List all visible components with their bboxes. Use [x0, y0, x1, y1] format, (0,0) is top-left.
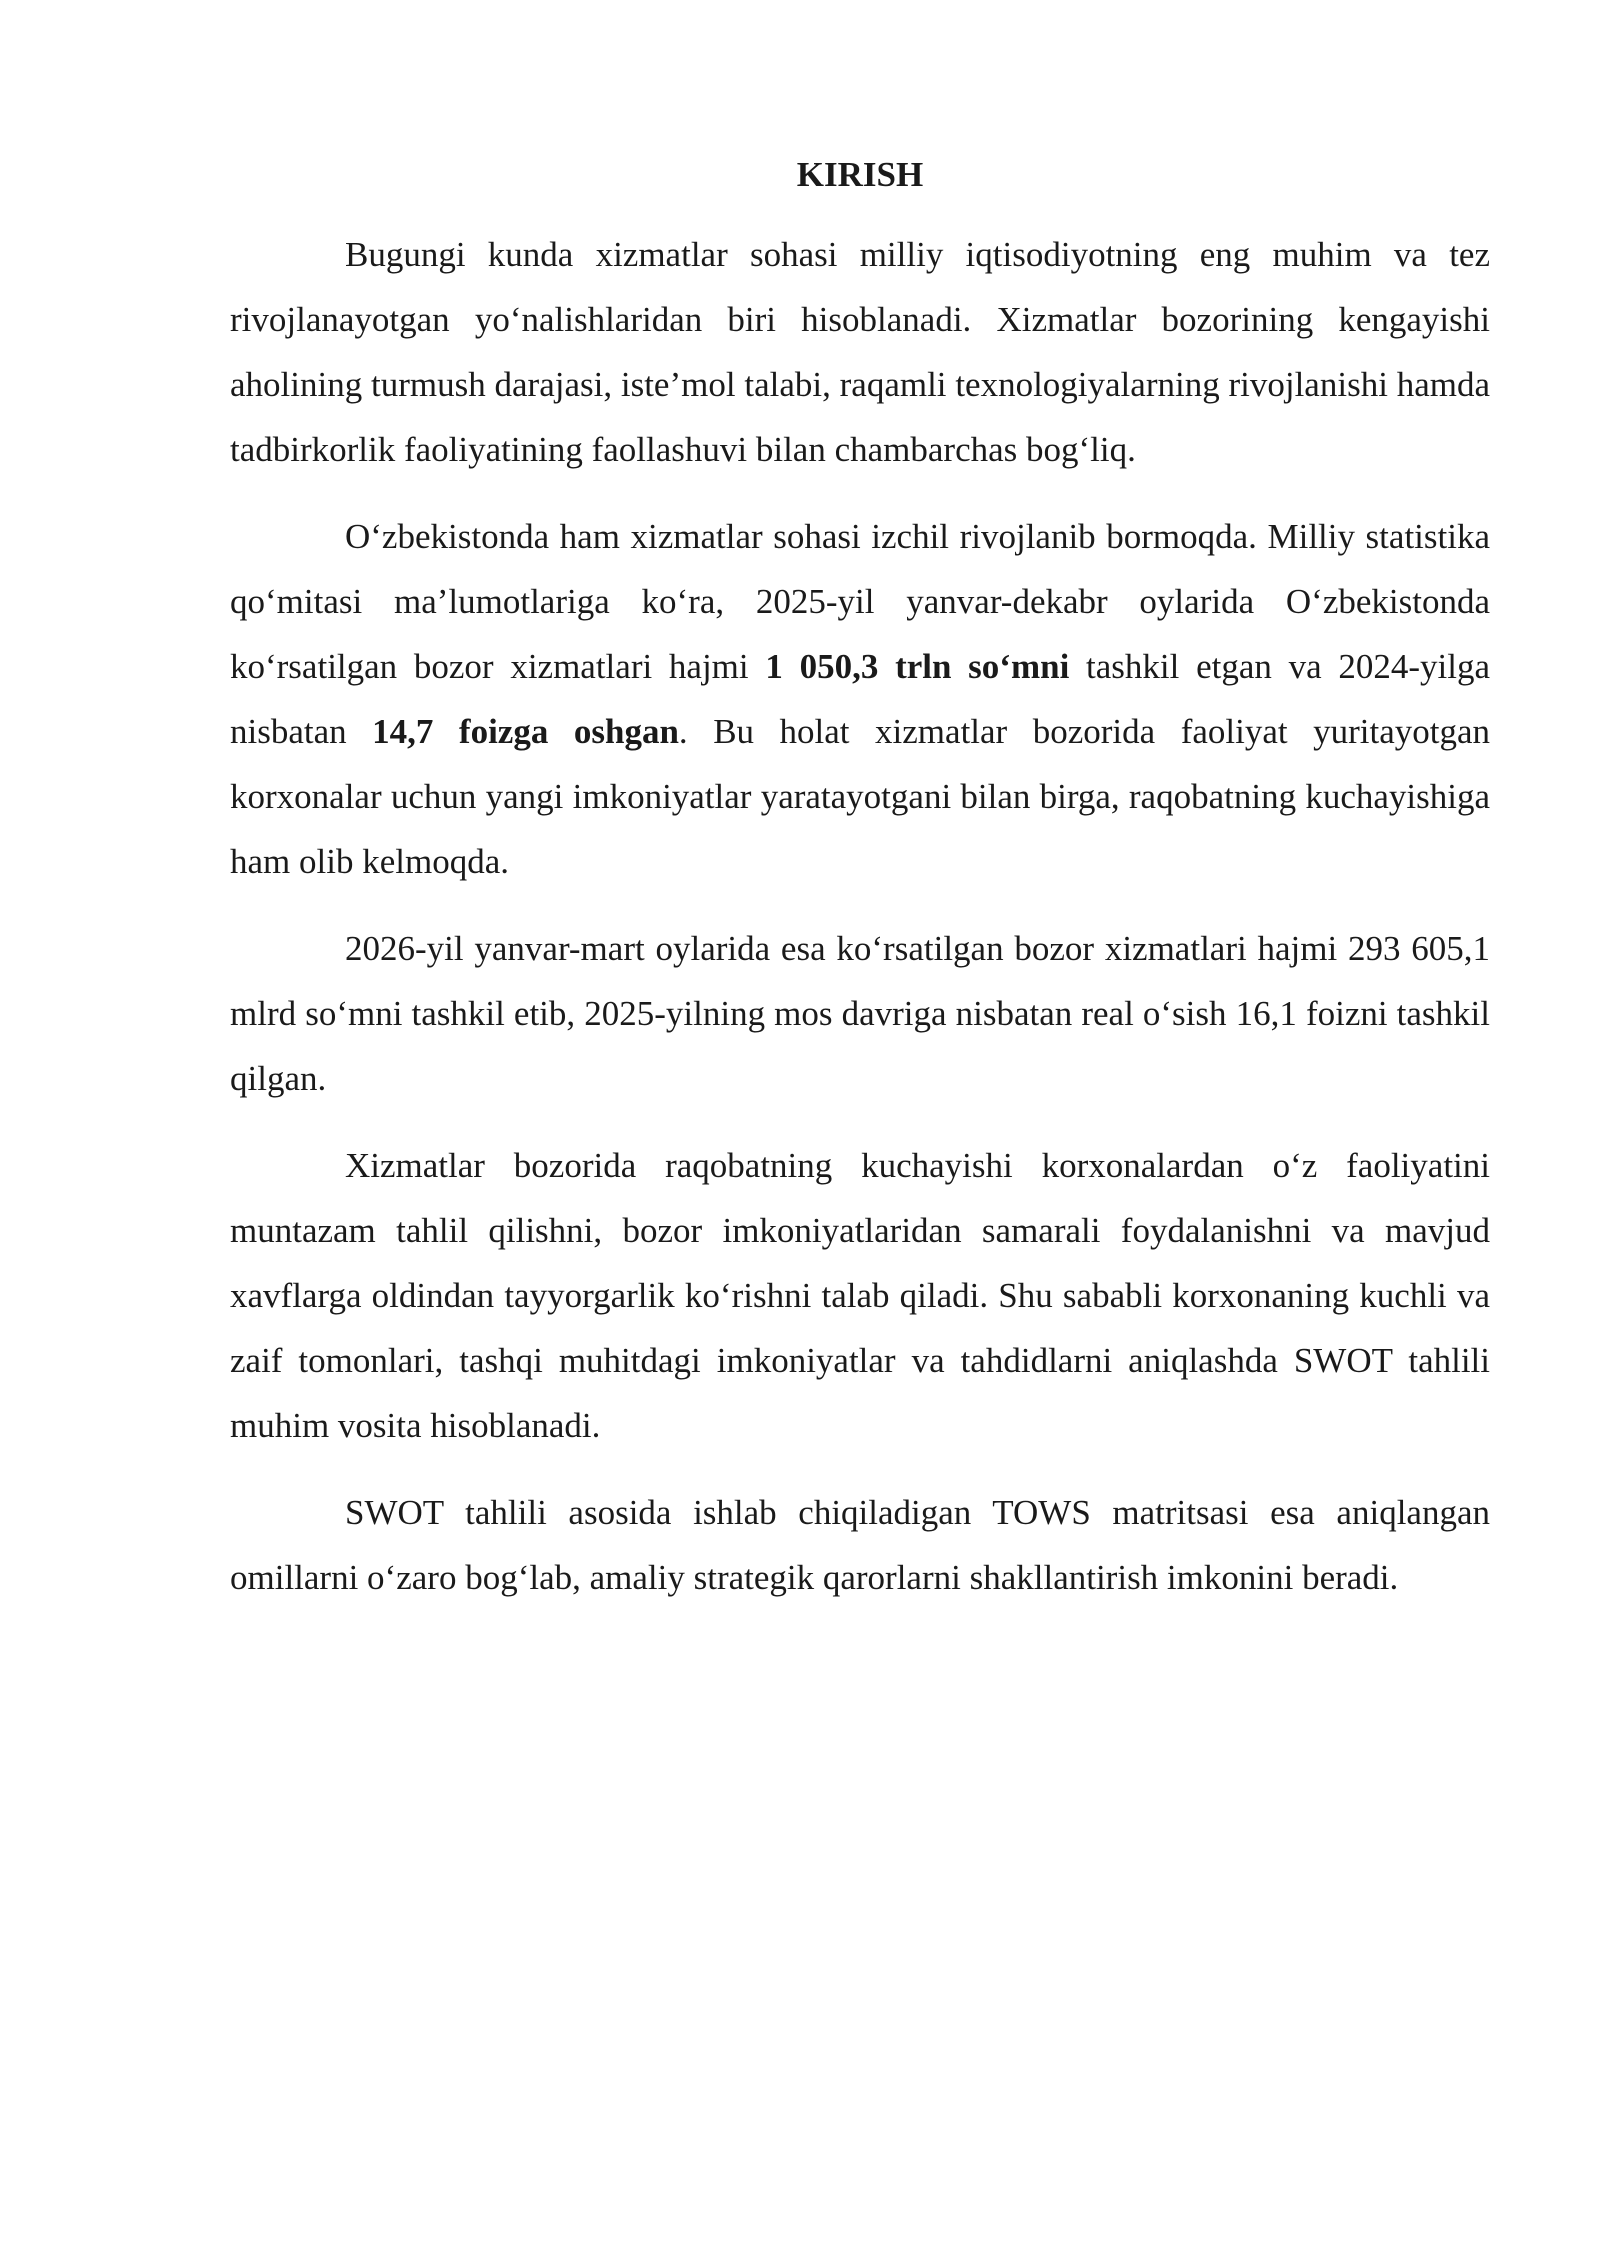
paragraph-3: 2026-yil yanvar-mart oylarida esa ko‘rsatilgan bozor xizmatlari hajmi 293 605,1 mlrd so‘mni tashkil etib, 2025-yilning mos davriga nisbatan real o‘sish 16,1 foizni tashkil qilgan.: [230, 929, 1490, 1098]
paragraph-2-text-2: tashkil etgan va 2024-yilga nisbatan: [230, 647, 1490, 751]
paragraph-1: Bugungi kunda xizmatlar sohasi milliy iqtisodiyotning eng muhim va tez rivojlanayotgan yo‘nalishlaridan biri hisoblanadi. Xizmatlar bozorining kengayishi aholining turmush darajasi, iste’mol talabi, raqamli texnologiyalarning rivojlanishi hamda tadbirkorlik faoliyatining faollashuvi bilan chambarchas bog‘liq.: [230, 235, 1490, 469]
paragraph-2-text-3: . Bu holat xizmatlar bozorida faoliyat yuritayotgan korxonalar uchun yangi imkoniyatlar yaratayotgani bilan birga, raqobatning kuchayishiga ham olib kelmoqda.: [230, 712, 1491, 881]
paragraph-4: Xizmatlar bozorida raqobatning kuchayishi korxonalardan o‘z faoliyatini muntazam tahlil qilishni, bozor imkoniyatlaridan samarali foydalanishni va mavjud xavflarga oldindan tayyorgarlik ko‘rishni talab qiladi. Shu sababli korxonaning kuchli va zaif tomonlari, tashqi muhitdagi imkoniyatlar va tahdidlarni aniqlashda SWOT tahlili muhim vosita hisoblanadi.: [230, 1146, 1490, 1445]
paragraph-2-bold-1: 1 050,3 trln so‘mni: [765, 647, 1070, 686]
page-title: KIRISH: [796, 155, 924, 194]
paragraph-2-text-1: O‘zbekistonda ham xizmatlar sohasi izchil rivojlanib bormoqda. Milliy statistika qo‘mitasi ma’lumotlariga ko‘ra, 2025-yil yanvar-dekabr oylarida O‘zbekistonda ko‘rsatilgan bozor xizmatlari hajmi: [230, 517, 1490, 686]
document-body: [230, 150, 1490, 1610]
paragraph-2: [230, 504, 1490, 894]
paragraph-5: SWOT tahlili asosida ishlab chiqiladigan TOWS matritsasi esa aniqlangan omillarni o‘zaro bog‘lab, amaliy strategik qarorlarni shakllantirish imkonini beradi.: [230, 1493, 1490, 1597]
paragraph-2-bold-2: 14,7 foizga oshgan: [372, 712, 679, 751]
